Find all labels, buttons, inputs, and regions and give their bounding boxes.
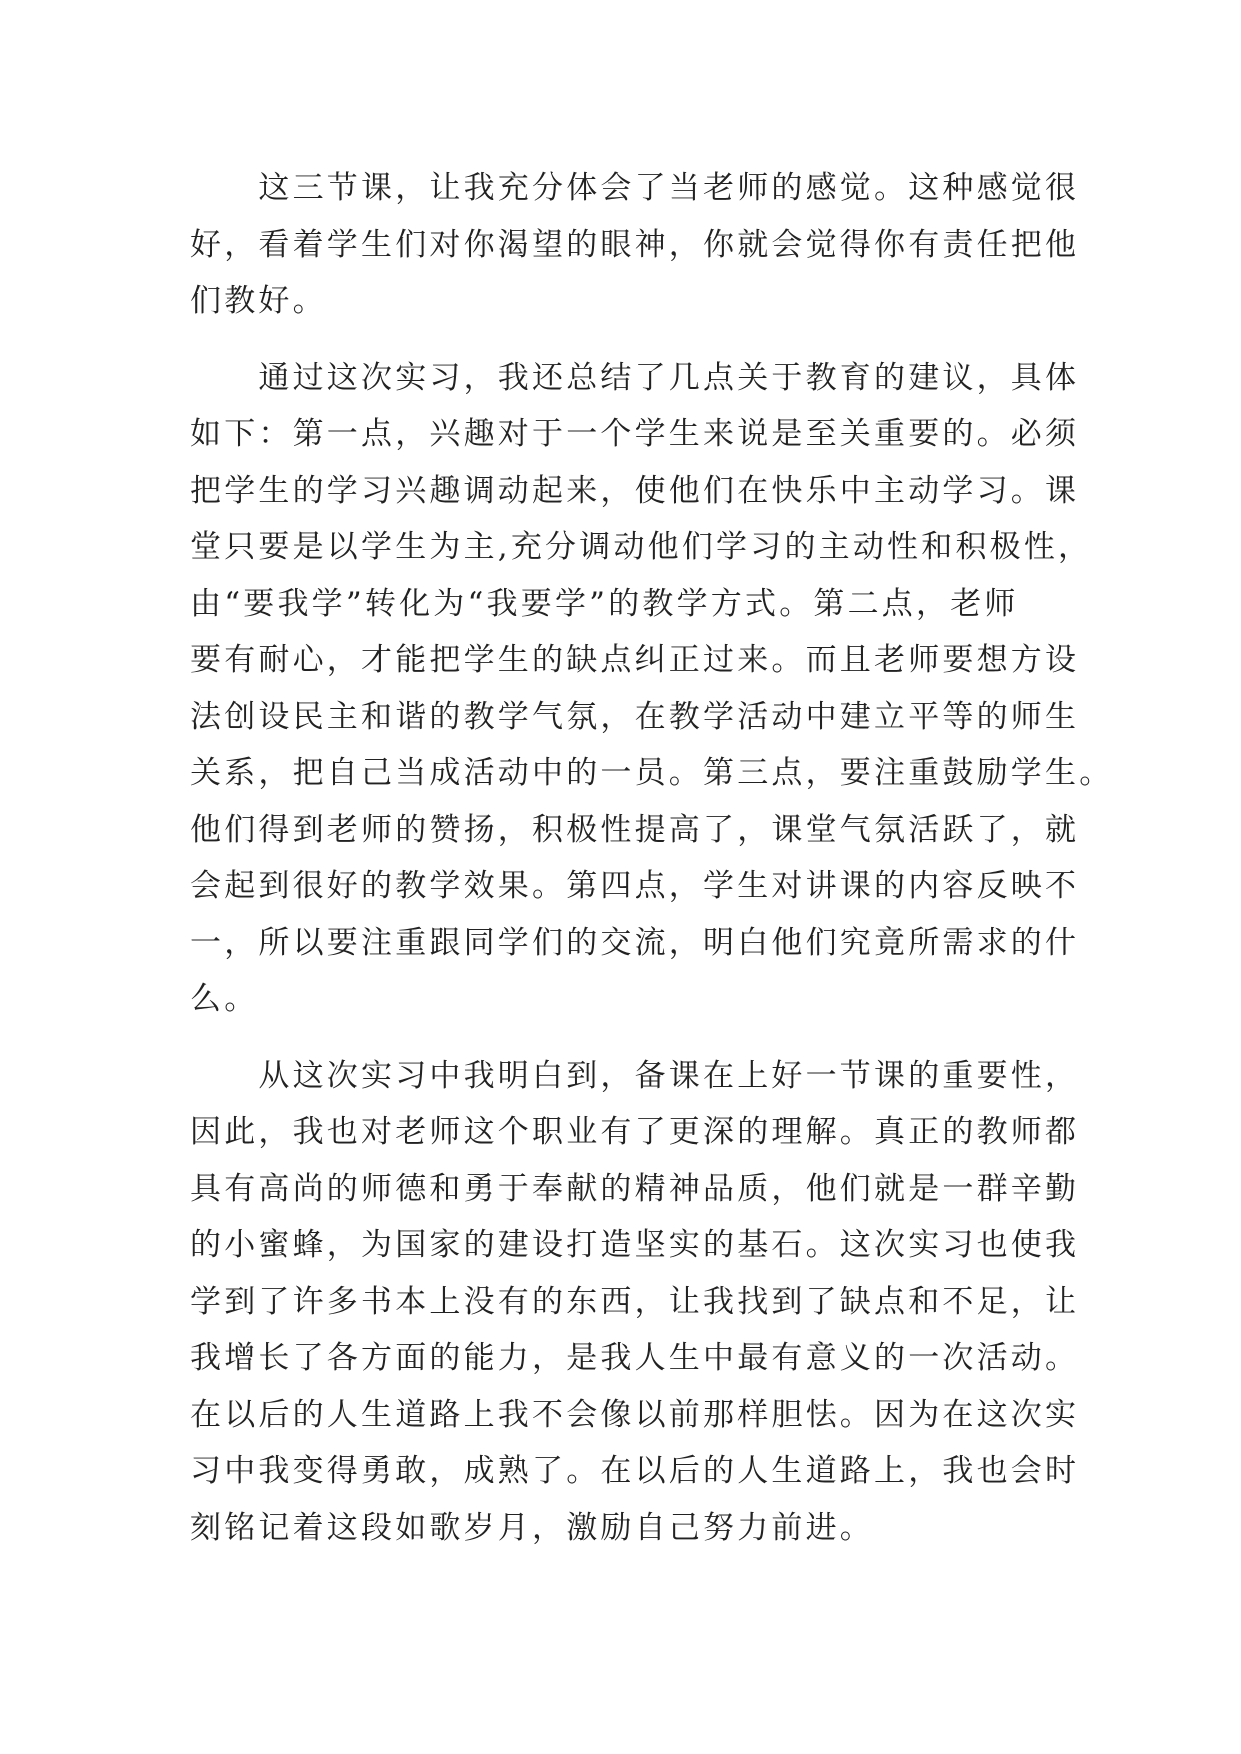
paragraph-line: 习中我变得勇敢，成熟了。在以后的人生道路上，我也会时 <box>190 1453 1080 1489</box>
paragraph-line: 关系，把自己当成活动中的一员。第三点，要注重鼓励学生。 <box>190 755 1114 791</box>
paragraph-line: 堂只要是以学生为主,充分调动他们学习的主动性和积极性， <box>190 529 1093 565</box>
paragraph-3 <box>190 1048 1080 1557</box>
paragraph-line: 好，看着学生们对你渴望的眼神，你就会觉得你有责任把他 <box>190 226 1080 263</box>
paragraph-line: 在以后的人生道路上我不会像以前那样胆怯。因为在这次实 <box>190 1396 1080 1433</box>
paragraph-line: 把学生的学习兴趣调动起来，使他们在快乐中主动学习。课 <box>190 472 1080 509</box>
paragraph-line: 法创设民主和谐的教学气氛，在教学活动中建立平等的师生 <box>190 698 1080 735</box>
paragraph-line: 要有耐心，才能把学生的缺点纠正过来。而且老师要想方设 <box>190 642 1080 678</box>
paragraph-line: 如下：第一点，兴趣对于一个学生来说是至关重要的。必须 <box>190 416 1080 452</box>
paragraph-line: 因此，我也对老师这个职业有了更深的理解。真正的教师都 <box>190 1114 1080 1150</box>
paragraph-line: 学到了许多书本上没有的东西，让我找到了缺点和不足，让 <box>190 1283 1080 1320</box>
paragraph-line: 从这次实习中我明白到，备课在上好一节课的重要性， <box>190 1057 1080 1094</box>
paragraph-line: 的小蜜蜂，为国家的建设打造坚实的基石。这次实习也使我 <box>190 1227 1080 1263</box>
paragraph-line: 通过这次实习，我还总结了几点关于教育的建议，具体 <box>190 359 1080 396</box>
paragraph-1 <box>190 160 1080 330</box>
paragraph-2 <box>190 350 1114 1028</box>
paragraph-line: 由“要我学”转化为“我要学”的教学方式。第二点，老师 <box>190 585 1019 622</box>
paragraph-line: 他们得到老师的赞扬，积极性提高了，课堂气氛活跃了，就 <box>190 811 1080 848</box>
document-body <box>190 160 1114 1556</box>
paragraph-line: 刻铭记着这段如歌岁月，激励自己努力前进。 <box>190 1509 874 1546</box>
paragraph-line: 么。 <box>190 981 259 1017</box>
paragraph-line: 这三节课，让我充分体会了当老师的感觉。这种感觉很 <box>190 170 1080 206</box>
paragraph-line: 会起到很好的教学效果。第四点，学生对讲课的内容反映不 <box>190 868 1080 904</box>
paragraph-line: 们教好。 <box>190 283 327 319</box>
paragraph-line: 我增长了各方面的能力，是我人生中最有意义的一次活动。 <box>190 1340 1080 1376</box>
paragraph-line: 一，所以要注重跟同学们的交流，明白他们究竟所需求的什 <box>190 924 1080 961</box>
paragraph-line: 具有高尚的师德和勇于奉献的精神品质，他们就是一群辛勤 <box>190 1170 1080 1207</box>
